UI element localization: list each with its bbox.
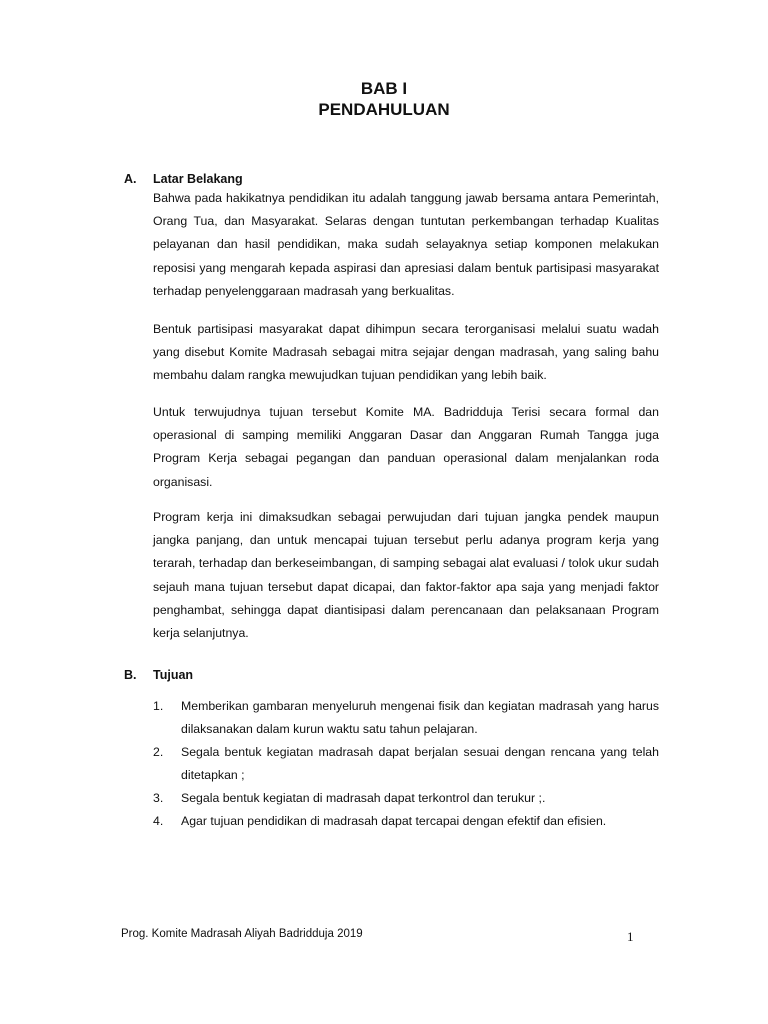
section-a-title: Latar Belakang xyxy=(153,172,243,186)
section-b-letter: B. xyxy=(124,668,137,682)
list-item-number: 3. xyxy=(153,791,164,805)
page-footer: Prog. Komite Madrasah Aliyah Badridduja 2019 xyxy=(121,928,363,940)
page-number: 1 xyxy=(627,929,634,944)
section-b-heading xyxy=(124,668,193,682)
list-item-text: Segala bentuk kegiatan madrasah dapat berjalan sesuai dengan rencana yang telah ditetapkan ; xyxy=(181,745,659,782)
section-b-title: Tujuan xyxy=(153,668,194,682)
section-a-heading xyxy=(124,172,243,186)
paragraph-1: Bahwa pada hakikatnya pendidikan itu adalah tanggung jawab bersama antara Pemerintah, Orang Tua, dan Masyarakat. Selaras dengan tuntutan perkembangan terhadap Kualitas pelayanan dan hasil pendidikan, maka sudah selayaknya setiap komponen melakukan reposisi yang mengarah kepada aspirasi dan apresiasi dalam bentuk partisipasi masyarakat terhadap penyelenggaraan madrasah yang berkualitas. xyxy=(153,191,659,298)
objectives-list xyxy=(153,695,659,833)
chapter-number: BAB I xyxy=(360,79,408,98)
list-item-number: 1. xyxy=(153,699,164,713)
list-item xyxy=(153,787,659,810)
paragraph-2: Bentuk partisipasi masyarakat dapat dihimpun secara terorganisasi melalui suatu wadah yang disebut Komite Madrasah sebagai mitra sejajar dengan madrasah, yang saling bahu membahu dalam rangka mewujudkan tujuan pendidikan yang lebih baik. xyxy=(153,322,659,383)
list-item-text: Segala bentuk kegiatan di madrasah dapat terkontrol dan terukur ;. xyxy=(181,791,546,805)
chapter-name: PENDAHULUAN xyxy=(318,100,450,119)
list-item-number: 4. xyxy=(153,814,164,828)
list-item xyxy=(153,695,659,741)
chapter-title xyxy=(0,78,768,120)
paragraph-3: Untuk terwujudnya tujuan tersebut Komite MA. Badridduja Terisi secara formal dan operasional di samping memiliki Anggaran Dasar dan Anggaran Rumah Tangga juga Program Kerja sebagai pegangan dan panduan operasional dalam menjalankan roda organisasi. xyxy=(153,405,659,489)
list-item-text: Agar tujuan pendidikan di madrasah dapat tercapai dengan efektif dan efisien. xyxy=(181,814,607,828)
paragraph-4: Program kerja ini dimaksudkan sebagai perwujudan dari tujuan jangka pendek maupun jangka panjang, dan untuk mencapai tujuan tersebut perlu adanya program kerja yang terarah, terhadap dan berkeseimbangan, di samping sebagai alat evaluasi / tolok ukur sudah sejauh mana tujuan tersebut dapat dicapai, dan faktor-faktor apa saja yang menjadi faktor penghambat, sehingga dapat diantisipasi dalam perencanaan dan pelaksanaan Program kerja selanjutnya. xyxy=(153,510,659,641)
list-item xyxy=(153,741,659,787)
list-item xyxy=(153,810,659,833)
list-item-text: Memberikan gambaran menyeluruh mengenai fisik dan kegiatan madrasah yang harus dilaksanakan dalam kurun waktu satu tahun pelajaran. xyxy=(181,699,659,736)
section-a-letter: A. xyxy=(124,172,137,186)
list-item-number: 2. xyxy=(153,745,164,759)
